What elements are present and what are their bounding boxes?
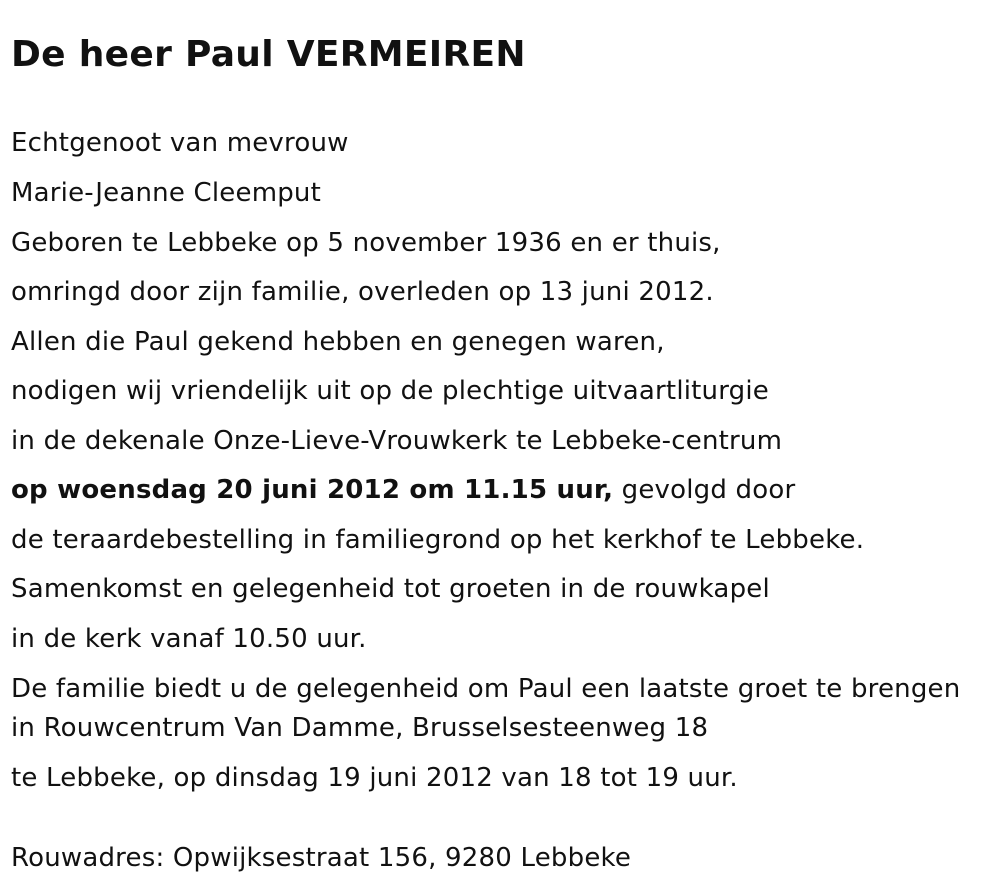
text-line-death: omringd door zijn familie, overleden op 13 juni 2012. <box>11 277 714 307</box>
text-line-viewing-place: in Rouwcentrum Van Damme, Brusselsesteenweg 18 <box>11 713 709 743</box>
text-line-burial: de teraardebestelling in familiegrond op het kerkhof te Lebbeke. <box>11 525 865 555</box>
text-line-spouse-name: Marie-Jeanne Cleemput <box>11 178 321 208</box>
service-date-rest: gevolgd door <box>613 475 796 505</box>
text-line-birth: Geboren te Lebbeke op 5 november 1936 en er thuis, <box>11 228 721 258</box>
text-line-invitation-1: Allen die Paul gekend hebben en genegen waren, <box>11 327 665 357</box>
text-line-service-date <box>11 473 795 507</box>
deceased-name-title: De heer Paul VERMEIREN <box>11 34 526 75</box>
text-line-church: in de dekenale Onze-Lieve-Vrouwkerk te Lebbeke-centrum <box>11 426 783 456</box>
text-line-spouse-intro: Echtgenoot van mevrouw <box>11 128 349 158</box>
text-line-invitation-2: nodigen wij vriendelijk uit op de plechtige uitvaartliturgie <box>11 376 769 406</box>
service-date-bold: op woensdag 20 juni 2012 om 11.15 uur, <box>11 475 614 505</box>
text-line-viewing-time: te Lebbeke, op dinsdag 19 juni 2012 van 18 tot 19 uur. <box>11 763 738 793</box>
text-line-viewing-intro: De familie biedt u de gelegenheid om Paul een laatste groet te brengen <box>11 674 961 704</box>
mourning-address: Rouwadres: Opwijksestraat 156, 9280 Lebbeke <box>11 843 632 873</box>
text-line-gathering-time: in de kerk vanaf 10.50 uur. <box>11 624 367 654</box>
text-line-gathering: Samenkomst en gelegenheid tot groeten in de rouwkapel <box>11 574 770 604</box>
